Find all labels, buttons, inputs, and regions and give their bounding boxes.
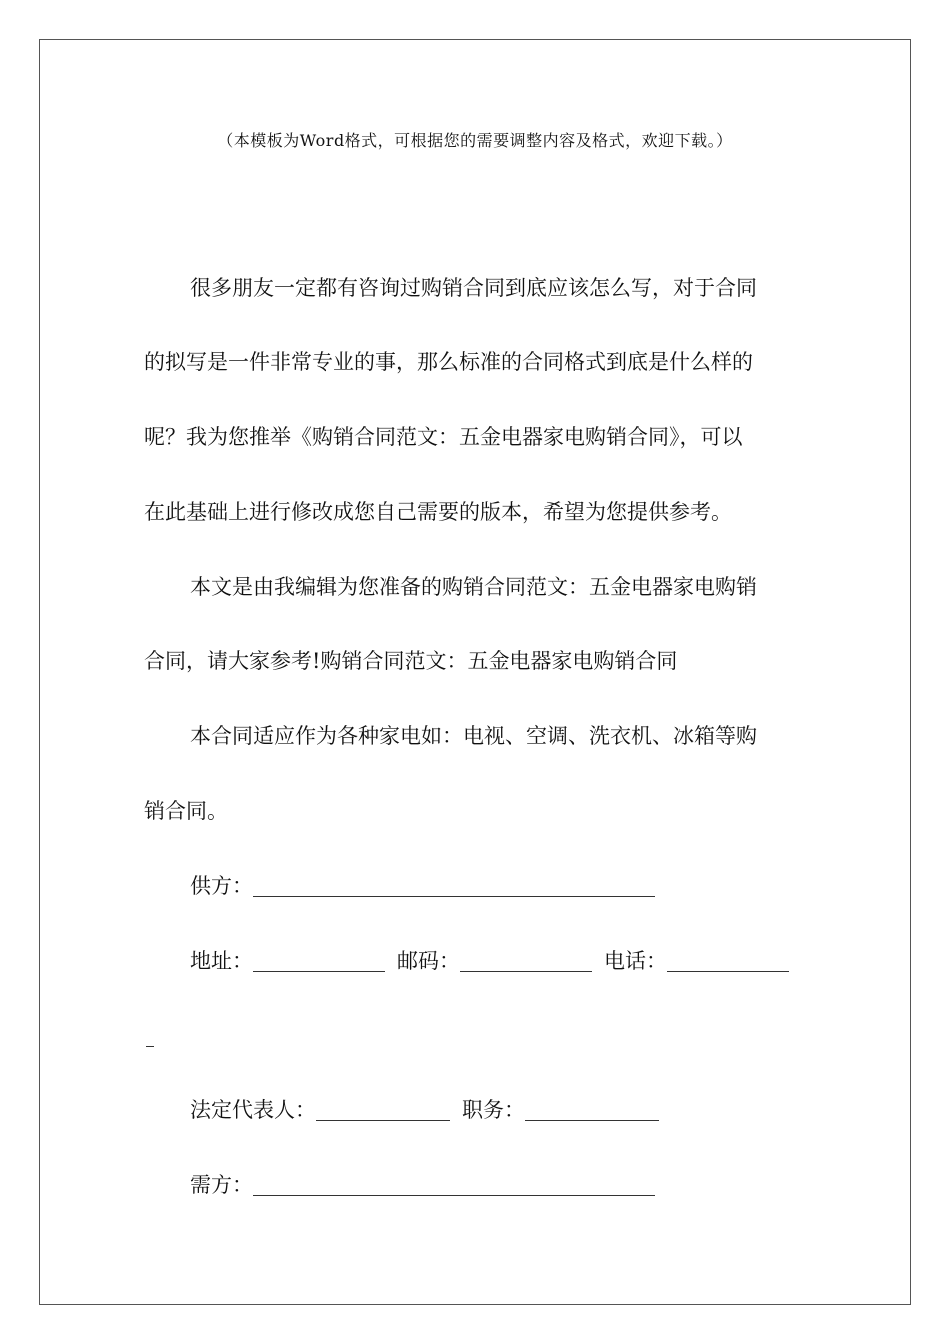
intro-line-3: 呢？我为您推举《购销合同范文：五金电器家电购销合同》，可以: [144, 425, 743, 449]
address-label: 地址：: [190, 949, 253, 973]
supplier-row: [190, 876, 655, 897]
template-note: （本模板为Word格式，可根据您的需要调整内容及格式，欢迎下载。）: [217, 131, 733, 150]
intro-line-2: 的拟写是一件非常专业的事，那么标准的合同格式到底是什么样的: [144, 350, 753, 374]
intro-line-1: 很多朋友一定都有咨询过购销合同到底应该怎么写，对于合同: [190, 276, 757, 300]
editor-line-2: 合同，请大家参考!购销合同范文：五金电器家电购销合同: [144, 649, 678, 673]
intro-line-4: 在此基础上进行修改成您自己需要的版本，希望为您提供参考。: [144, 500, 732, 524]
position-blank[interactable]: [525, 1102, 659, 1121]
buyer-label: 需方：: [190, 1173, 253, 1197]
legal-rep-blank[interactable]: [316, 1102, 450, 1121]
buyer-blank[interactable]: [253, 1177, 655, 1196]
editor-line-1: 本文是由我编辑为您准备的购销合同范文：五金电器家电购销: [190, 575, 757, 599]
phone-label: 电话：: [604, 949, 667, 973]
postcode-label: 邮码：: [397, 949, 460, 973]
scope-line-1: 本合同适应作为各种家电如：电视、空调、洗衣机、冰箱等购: [190, 724, 757, 748]
supplier-label: 供方：: [190, 874, 253, 898]
supplier-blank[interactable]: [253, 878, 655, 897]
legal-rep-row: [190, 1100, 659, 1121]
position-label: 职务：: [462, 1098, 525, 1122]
buyer-row: [190, 1175, 655, 1196]
postcode-blank[interactable]: [460, 953, 592, 972]
address-row: [190, 951, 789, 972]
address-blank[interactable]: [253, 953, 385, 972]
scope-line-2: 销合同。: [144, 799, 228, 823]
phone-blank-continuation[interactable]: [146, 1046, 154, 1047]
legal-rep-label: 法定代表人：: [190, 1098, 316, 1122]
phone-blank[interactable]: [667, 953, 789, 972]
